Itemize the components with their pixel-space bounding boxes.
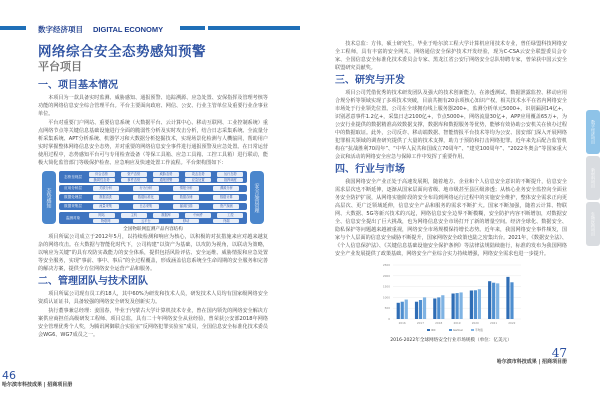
diagram-item: 中间件 <box>185 213 211 218</box>
paragraph: 项目所属公司现有员工约18人，其中60%为研发和技术人员，研发技术人员均有国家级网络安全资质认证证书，具备较强的网络安全研发及创新实力。 <box>38 291 268 305</box>
paragraph: 我国网络安全产业正处于高速发展期，随着地方、企业和个人信息安全意识的不断提升，信息安全需求层次也不断延伸，逐渐从国家层面向省级、地市级甚至县区级渗透；从核心业务安全监控向全面业务安全防护扩展，从网络实施阶段的安全布局到网络运行过程中的实施安全维护，整体安全需求正向更高层次、更广泛领域延伸，信息安全产品和服务的需求不断扩大。国家不断加强，随着云计算、物联网、大数据、5G等新兴技术的兴起，网络信息安全边界不断模糊，安全防护内容不断增加，对数据安全、信息安全提出了巨大挑战，也为网络信息安全市场打开了新的增量空间。经济全球化、数据安全、隐私保护等问题越来越被重视，网络安全市场规模保持增长态势。近年来，我国网络安全事件频发，国家与个人层面的信息安全威胁不断提升，国家网络安全政策也陆之密集出台。2021年，《数据安全法》、《个人信息保护法》、《关键信息基础设施安全保护条例》等法律法规陆续施行，标准的发布为我国网络安全产业发展提供了政策基础，网络安全产业综合实力持续增强，网络安全需求也进一步提升。 <box>335 179 567 257</box>
diagram-item: 综合态势 <box>89 172 115 177</box>
bar <box>506 277 509 319</box>
diagram-layer <box>59 212 247 224</box>
bar <box>456 293 459 319</box>
diagram-item: 运行态势 <box>217 172 243 177</box>
diagram-item: 情报分析 <box>173 186 199 191</box>
page-number: 46 <box>2 369 16 382</box>
right-page-column <box>335 40 567 366</box>
x-tick-label: 2020 <box>471 321 479 325</box>
diagram-item: 行为分析 <box>133 186 159 191</box>
diagram-item: 移动 <box>173 219 199 224</box>
y-tick-label: 0 <box>388 317 390 321</box>
bar <box>510 282 513 319</box>
diagram-side-right: 安全运营管理 <box>250 171 264 224</box>
left-page-footer <box>2 370 72 389</box>
article-subtitle: 平台项目 <box>38 60 82 73</box>
header-bar-mid <box>180 26 205 30</box>
y-tick-label: 1500 <box>382 284 390 289</box>
legend-swatch <box>449 329 452 331</box>
header-bar-right <box>208 26 300 30</box>
y-tick-label: 1000 <box>382 295 390 300</box>
market-size-chart <box>375 261 525 337</box>
diagram-item: 云平台 <box>133 219 159 224</box>
paragraph: 平台对重要门户网站、重要信息系统（大数据平台、云计算中心、移动互联网、工业控制系统）重点网络节点等关键信息基础设施进行全面的脆弱性分析及实时攻击分析，结合日志采集系统、全流量分析采集系统、APT分析系统、机器学习和大数据分析挖掘技术，实现场景化检测与人機協同，帮助用户实时掌握整体网络信息安全态势，并对重要的网络信息安全事件进行通报预警及应急处置。在日常运营使用过程中，态势感知平台可与专用检查设备（等保工具箱、应急工具箱、工控工具箱）进行联动，能极大简化监管部门等级保护检查、应急响应及快速处置工作流程。平台架构图如下： <box>38 120 268 166</box>
diagram-item: 指挥调度 <box>217 178 243 183</box>
paragraph: 本项目为一款具备实时监测、威胁感知、通报预警、追踪溯源、应急处置、安保指挥及管理考核等功能的网络信息安全综合管理平台。平台主要面向政府、网信、公安、行业主管单位及重要行业企事业单位。 <box>38 95 268 117</box>
bar <box>401 302 404 319</box>
diagram-caption: 全国物联网监测产品内容结构 <box>123 227 183 232</box>
section-heading-1: 一、项目基本情况 <box>38 80 118 91</box>
section-heading-3: 三、研究与开发 <box>335 75 405 86</box>
diagram-layer <box>59 194 247 201</box>
side-tab[interactable]: 新材料项目 <box>586 156 600 200</box>
diagram-item: 数据标准化 <box>133 195 159 200</box>
diagram-item: 攻击态势 <box>185 172 211 177</box>
diagram-item: 数据清洗 <box>93 195 119 200</box>
x-tick-label: 2019 <box>453 321 461 325</box>
y-tick-label: 2000 <box>382 273 390 278</box>
diagram-item: 事件态势 <box>121 178 147 183</box>
chart-title: 2016-2022年全球网络安全行业市场规模（单位：亿美元） <box>390 338 512 343</box>
left-page-column <box>38 44 268 339</box>
diagram-layer-label: 数据采集层 <box>64 204 82 208</box>
bar <box>419 300 422 319</box>
diagram-item: 资产态势 <box>121 172 147 177</box>
diagram-layer-label: 数据处理层 <box>64 195 82 199</box>
legend-swatch <box>427 329 430 331</box>
paragraph: 项目公司凭借优秀的技术研发团队及强大的技术创新能力，在渗透测试、数据泄露监控、移动应用合规分析等领域实现了多项技术突破，目前共拥有20余项核心知识产权，相关技术水平在省内网络安全市场处于行业领先位置。公司在全球拥有线上服务器200+，监测分析单元5000+，识别漏洞14亿+，识别恶意事件1.2亿+，采集日志2100亿+，节点5000+，网络流量30亿+，APP应用覆盖65万+，为公安行业提供的数据精准高效数据支撑，数据库和数据服务等优势，能够有效协助公安机关在侦办过程中的数据取证。此外，公司反诈、移动端数据、智能情报平台技术等均为公安、国安部门深入开展网络犯罪相关领域的调查研究提供了大量的技术支撑，助力于预防和打击网络犯罪。近年来先后配合监管机构在“抗战胜利70周年”、“中华人民共和国成立70周年”、“建党100周年”、“2022冬奥会”等国家重大会议和活动的网络安全应急与保障工作中发挥了重要作用。 <box>335 90 567 160</box>
diagram-item: 脆弱性态势 <box>89 178 115 183</box>
bar <box>397 303 400 319</box>
y-tick-label: 2500 <box>382 263 390 267</box>
bar <box>492 283 495 319</box>
bar <box>488 281 491 319</box>
header-bar-left <box>0 26 26 30</box>
diagram-item: 日志采集 <box>133 204 159 209</box>
diagram-side-left: 态势感知 <box>42 171 56 224</box>
x-tick-label: 2022 <box>508 321 516 325</box>
bar <box>405 300 408 319</box>
section-header: 数字经济项目 DIGITAL ECONOMY <box>38 25 164 34</box>
x-tick-label: 2016 <box>398 321 406 325</box>
diagram-item: 应急处置 <box>185 178 211 183</box>
x-tick-label: 2018 <box>435 321 443 325</box>
bar <box>478 289 481 319</box>
diagram-item: 工控 <box>217 213 243 218</box>
diagram-layer-label: 应用分析层 <box>64 186 82 190</box>
page-footer: 哈尔滨市科技成果 | 招商项目册 <box>496 359 567 365</box>
diagram-item: 数据库 <box>153 213 179 218</box>
bar <box>433 298 436 319</box>
bar <box>460 292 463 319</box>
bar <box>423 297 426 319</box>
diagram-item: 流量采集 <box>93 204 119 209</box>
diagram-layer <box>59 203 247 210</box>
paragraph: 项目所属公司成立于2012年5月，以持续检测和响应为核心，以积极的对抗措施来应对越来越复杂的网络攻击。在大数据与智能化时代下，公司构建“以资产为基础，以攻防为视角，以联动为策略，以响应为关键”的具有攻防实战能力的安全体系，提供包括风险评估、安全运维、威胁情报和应急处置等安全服务，实现“事前、事中、事后”的全过程覆盖，形成涵盖信息系统全生命周期的安全服务和完善的解决方案，提供全方位网络安全运营产品和服务。 <box>38 234 268 272</box>
diagram-layer-label: 态势呈现层 <box>64 174 82 179</box>
bar <box>452 294 455 319</box>
x-tick-label: 2021 <box>490 321 498 325</box>
diagram-item: 溯源分析 <box>213 186 239 191</box>
bar <box>441 295 444 319</box>
page-number: 47 <box>551 346 567 360</box>
diagram-layer-label: 监测对象 <box>65 215 81 220</box>
page-footer: 哈尔滨市科技成果 | 招商项目册 <box>2 382 73 388</box>
diagram-item: 数据存储 <box>173 195 199 200</box>
bar <box>496 283 499 319</box>
side-tab[interactable]: 数字经济项目 <box>586 110 600 154</box>
legend-label: IDC <box>431 329 436 332</box>
diagram-layer <box>59 171 247 183</box>
diagram-layer <box>59 185 247 192</box>
diagram-item: 数据计算 <box>213 195 239 200</box>
bar <box>470 290 473 319</box>
diagram-item: 关联分析 <box>93 186 119 191</box>
bar <box>415 302 418 319</box>
diagram-item: 漏洞扫描 <box>173 204 199 209</box>
diagram-item: 物联网 <box>93 219 119 224</box>
y-tick-label: 500 <box>384 306 390 311</box>
diagram-item: 通报预警 <box>153 178 179 183</box>
legend-swatch <box>471 329 474 331</box>
section-heading-4: 四、行业与市场 <box>335 164 405 175</box>
article-title: 网络综合安全态势感知预警 <box>38 44 206 60</box>
legend-label: Gartner <box>453 329 463 332</box>
x-tick-label: 2017 <box>416 321 424 325</box>
legend-label: 平均值 <box>475 329 483 332</box>
paragraph: 执行董事兼总经理：姜国春，毕业于内蒙古大学计算机技术专业，曾在国内领先的网络安全解决方案供应商担任高级研发工程师、项目总监，具有二十年网络安全从业经验，曾荣获公安部2018年网络安全管理优秀个人奖，为腾讯网御联合实验室“反网络犯罪实验室”成员，全国信息安全标准化技术委员会WG6、WG7成员之一。 <box>38 308 268 338</box>
diagram-item: 主机 <box>121 213 147 218</box>
diagram-item: 资产探测 <box>213 204 239 209</box>
paragraph: 技术总监：方伟，硕士研究生，毕业于哈尔滨工程大学计算机应用技术专业，曾任绿盟科技网络安全工程师，具有丰富的安全网关、网络通信安全保护技术开发经验，现为C-CSA云安全联盟委员会专家、全国信息安全标准化技术委员会专家、黑龙江省公安厅网络安全总队特聘专家，曾荣获中国云安全联盟研究贡献奖。 <box>335 41 567 71</box>
diagram-item: 威胁态势 <box>153 172 179 177</box>
side-tab[interactable]: 生物医药项目 <box>586 202 600 246</box>
diagram-item: 终端 <box>213 219 239 224</box>
bar <box>437 297 440 319</box>
bar <box>474 290 477 319</box>
architecture-diagram <box>42 171 264 224</box>
section-heading-2: 二、管理团队与技术团队 <box>38 276 148 287</box>
diagram-item: 网站 <box>89 213 115 218</box>
